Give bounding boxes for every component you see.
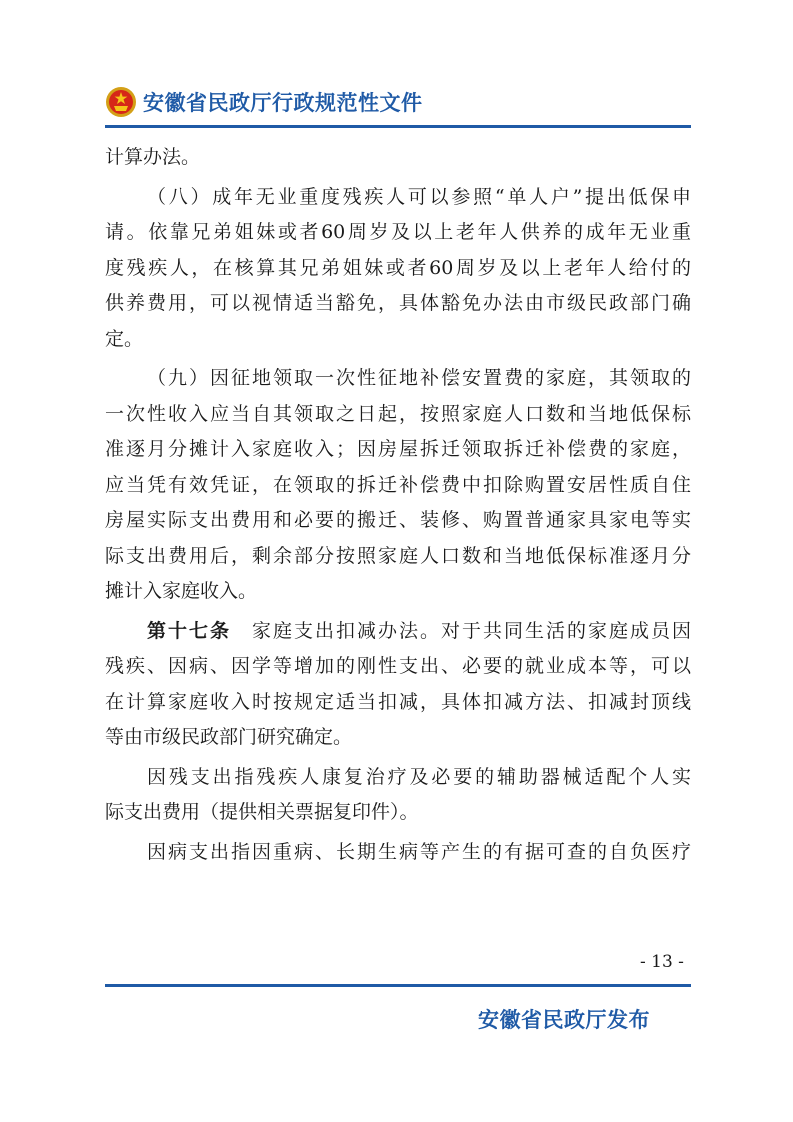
paragraph-line: 一次性收入应当自其领取之日起，按照家庭人口数和当地低保标 (105, 402, 691, 425)
paragraph-line: 际支出费用（提供相关票据复印件）。 (105, 801, 419, 823)
paragraph-line: 因残支出指残疾人康复治疗及必要的辅助器械适配个人实 (147, 765, 691, 788)
paragraph-line: 应当凭有效凭证，在领取的拆迁补偿费中扣除购置安居性质自住 (105, 473, 691, 496)
paragraph-line: 房屋实际支出费用和必要的搬迁、装修、购置普通家具家电等实 (105, 509, 691, 531)
article-label: 第十七条 (147, 619, 231, 642)
header-title: 安徽省民政厅行政规范性文件 (143, 91, 423, 115)
paragraph-line: 家庭支出扣减办法。对于共同生活的家庭成员因 (250, 619, 691, 642)
national-emblem-icon (105, 86, 137, 118)
paragraph-line: （八）成年无业重度残疾人可以参照“单人户”提出低保申 (147, 185, 691, 208)
document-header (105, 86, 423, 118)
paragraph-line: 计算办法。 (105, 146, 201, 168)
paragraph-line: 供养费用，可以视情适当豁免，具体豁免办法由市级民政部门确 (105, 292, 691, 314)
paragraph-line: 请。依靠兄弟姐妹或者60周岁及以上老年人供养的成年无业重 (105, 221, 691, 243)
page-number: - 13 - (640, 952, 684, 972)
paragraph-line: 在计算家庭收入时按规定适当扣减，具体扣减方法、扣减封顶线 (105, 690, 691, 713)
paragraph-line: 度残疾人，在核算其兄弟姐妹或者60周岁及以上老年人给付的 (105, 256, 691, 279)
paragraph-line: 等由市级民政部门研究确定。 (105, 726, 353, 748)
article-17-first-line (105, 614, 691, 650)
paragraph-line: 残疾、因病、因学等增加的刚性支出、必要的就业成本等，可以 (105, 655, 691, 677)
paragraph-line: 际支出费用后，剩余部分按照家庭人口数和当地低保标准逐月分 (105, 544, 691, 567)
document-body (105, 140, 691, 870)
header-divider (105, 125, 691, 128)
footer-publisher: 安徽省民政厅发布 (478, 1008, 650, 1032)
footer-divider (105, 984, 691, 987)
paragraph-line: （九）因征地领取一次性征地补偿安置费的家庭，其领取的 (147, 367, 691, 389)
paragraph-line: 定。 (105, 327, 144, 350)
paragraph-line: 摊计入家庭收入。 (105, 580, 258, 602)
paragraph-line: 因病支出指因重病、长期生病等产生的有据可查的自负医疗 (147, 840, 691, 863)
paragraph-line: 准逐月分摊计入家庭收入；因房屋拆迁领取拆迁补偿费的家庭， (105, 438, 691, 460)
